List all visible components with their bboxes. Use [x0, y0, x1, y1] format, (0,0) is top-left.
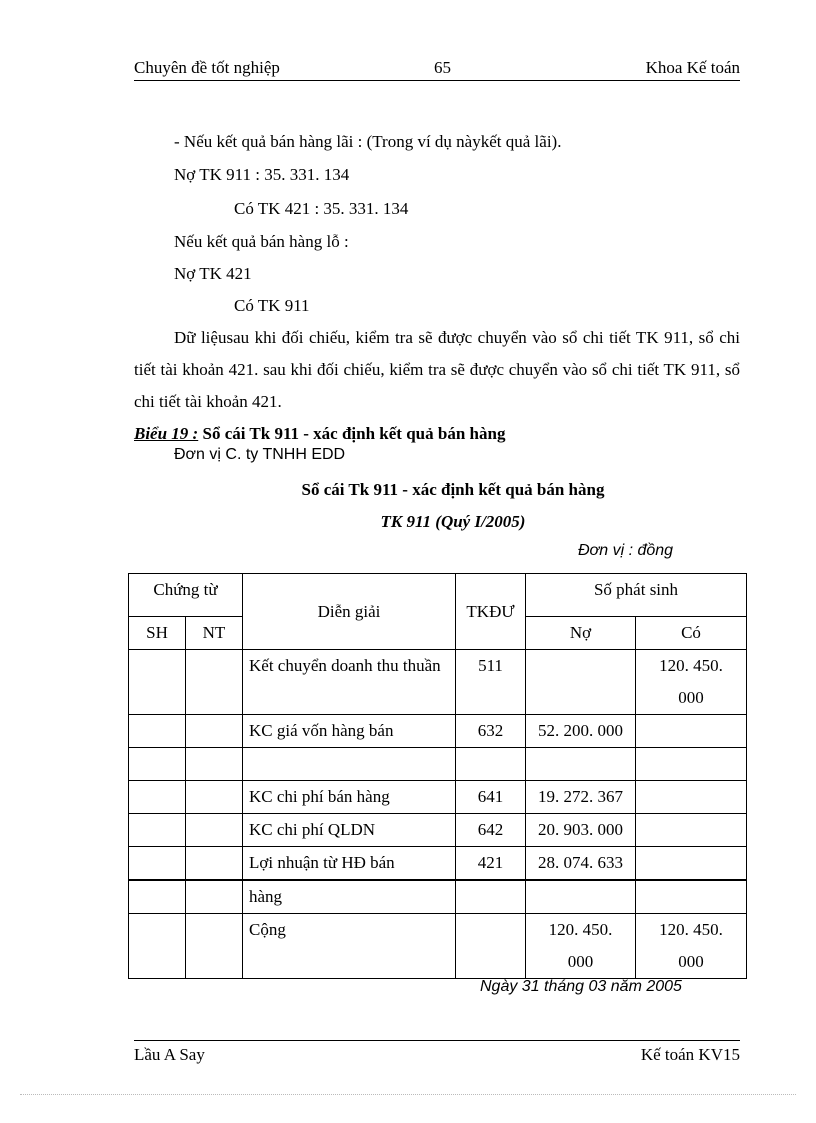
exhibit-heading — [134, 424, 505, 444]
footer-right: Kế toán KV15 — [640, 1045, 740, 1064]
header-nt: NT — [186, 617, 243, 650]
row-debit — [526, 748, 636, 781]
ledger-table — [128, 573, 747, 979]
table-row — [129, 880, 747, 914]
body-paragraph: Dữ liệusau khi đối chiếu, kiểm tra sẽ được chuyển vào sổ chi tiết TK 911, sổ chi tiết tài khoản 421. sau khi đối chiếu, kiểm tra sẽ được chuyển vào sổ chi tiết TK 911, sổ chi tiết tài khoản 421. — [134, 328, 740, 411]
page-number: 65 — [434, 58, 451, 77]
row-account: 421 — [456, 847, 526, 881]
row-description: Cộng — [243, 914, 456, 979]
page-header — [134, 58, 740, 81]
table-row — [129, 814, 747, 847]
header-description: Diễn giải — [243, 574, 456, 650]
header-account: TKĐƯ — [456, 574, 526, 650]
row-account — [456, 748, 526, 781]
row-debit: 28. 074. 633 — [526, 847, 636, 881]
table-row — [129, 847, 747, 881]
body-line-4: Nếu kết quả bán hàng lỗ : — [174, 232, 349, 251]
body-line-3: Có TK 421 : 35. 331. 134 — [234, 199, 409, 218]
table-row-total — [129, 914, 747, 979]
page-footer — [134, 1040, 740, 1064]
row-description: KC chi phí bán hàng — [243, 781, 456, 814]
row-description: KC giá vốn hàng bán — [243, 715, 456, 748]
row-debit: 120. 450. 000 — [526, 914, 636, 979]
ledger-title: Sổ cái Tk 911 - xác định kết quả bán hàng — [301, 480, 605, 499]
row-account: 642 — [456, 814, 526, 847]
exhibit-title: Sổ cái Tk 911 - xác định kết quả bán hàng — [198, 424, 506, 443]
row-credit — [636, 715, 747, 748]
row-description: Lợi nhuận từ HĐ bán — [243, 847, 456, 881]
header-right: Khoa Kế toán — [645, 58, 740, 77]
body-line-1: - Nếu kết quả bán hàng lãi : (Trong ví dụ nàykết quả lãi). — [174, 132, 562, 151]
row-credit — [636, 880, 747, 914]
currency-unit: Đơn vị : đồng — [578, 542, 674, 559]
table-row — [129, 748, 747, 781]
row-account: 632 — [456, 715, 526, 748]
header-left: Chuyên đề tốt nghiệp — [134, 58, 280, 77]
row-credit — [636, 847, 747, 881]
header-sh: SH — [129, 617, 186, 650]
exhibit-unit: Đơn vị C. ty TNHH EDD — [174, 446, 346, 463]
header-credit: Có — [636, 617, 747, 650]
row-credit: 120. 450. 000 — [636, 914, 747, 979]
row-debit: 20. 903. 000 — [526, 814, 636, 847]
row-debit — [526, 650, 636, 715]
exhibit-label: Biểu 19 : — [134, 424, 199, 443]
row-credit — [636, 814, 747, 847]
row-description: KC chi phí QLDN — [243, 814, 456, 847]
row-account: 641 — [456, 781, 526, 814]
row-account — [456, 914, 526, 979]
body-line-6: Có TK 911 — [234, 296, 310, 315]
row-debit: 52. 200. 000 — [526, 715, 636, 748]
row-credit — [636, 781, 747, 814]
header-voucher: Chứng từ — [129, 574, 243, 617]
row-description: Kết chuyển doanh thu thuần — [243, 650, 456, 715]
row-credit — [636, 748, 747, 781]
table-row — [129, 781, 747, 814]
body-line-5: Nợ TK 421 — [174, 264, 252, 283]
row-credit: 120. 450. 000 — [636, 650, 747, 715]
row-debit: 19. 272. 367 — [526, 781, 636, 814]
header-debit: Nợ — [526, 617, 636, 650]
row-description: hàng — [243, 880, 456, 914]
row-description — [243, 748, 456, 781]
row-debit — [526, 880, 636, 914]
body-line-2: Nợ TK 911 : 35. 331. 134 — [174, 165, 350, 184]
page-edge-divider — [20, 1094, 796, 1095]
table-row — [129, 715, 747, 748]
header-amount: Số phát sinh — [526, 574, 747, 617]
ledger-subtitle: TK 911 (Quý I/2005) — [380, 512, 526, 531]
table-row — [129, 650, 747, 715]
row-account: 511 — [456, 650, 526, 715]
row-account — [456, 880, 526, 914]
footer-left: Lầu A Say — [134, 1045, 205, 1064]
date-line: Ngày 31 tháng 03 năm 2005 — [480, 978, 682, 995]
